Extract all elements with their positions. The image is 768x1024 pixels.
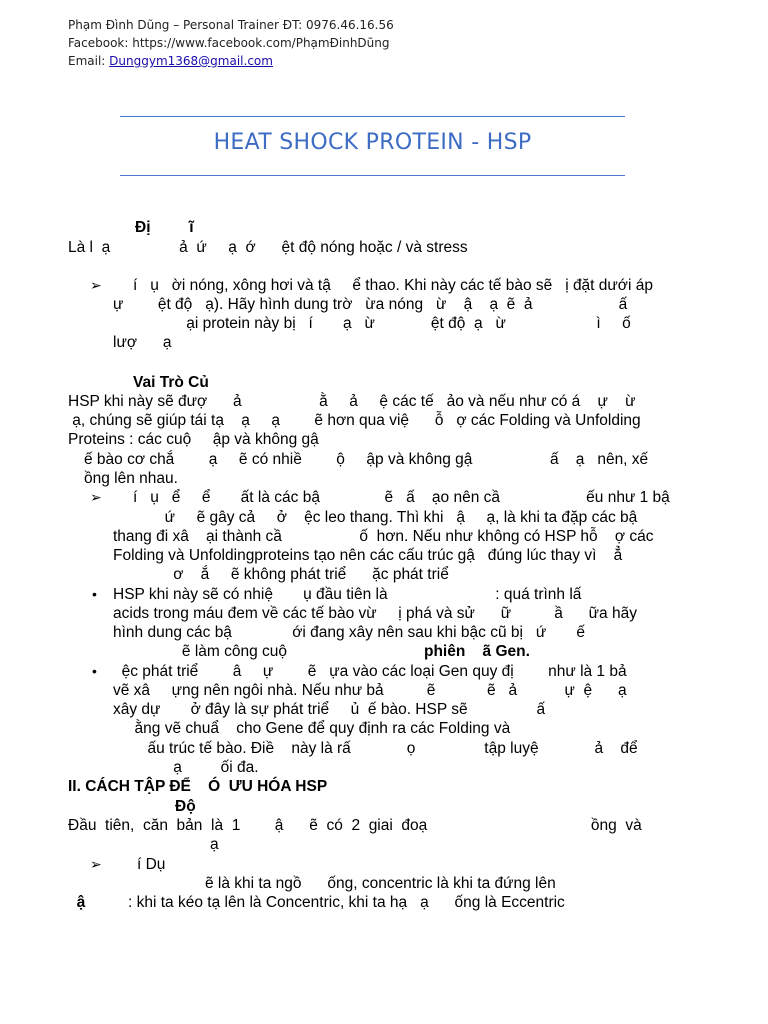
dot-bullet-icon: • (92, 663, 97, 679)
document-title: HEAT SHOCK PROTEIN - HSP (213, 130, 532, 155)
text-line: í ụ ể ể ất là các bậ ẽ ấ ạo nên cầ ếu như 1 bậ (133, 489, 670, 506)
text-line: Vai Trò Củ (133, 374, 209, 391)
title-rule-top (120, 116, 625, 117)
text-line: ậ (68, 894, 86, 911)
text-line: ằng vẽ chuẩ cho Gene để quy định ra các Folding và (113, 720, 511, 737)
text-line: ứ ẽ gây cả ở ệc leo thang. Thì khi ậ ạ, là khi ta đặp các bậ (113, 509, 638, 526)
text-line: Đầu tiên, căn bản là 1 ậ ẽ có 2 giai đoạ ồng và (68, 817, 642, 834)
dot-bullet-icon: • (92, 586, 97, 602)
text-line: ại protein này bị í ạ ừ ệt độ ạ ừ ì ố (113, 315, 631, 332)
text-line: Là l ạ ả ứ ạ ớ ệt độ nóng hoặc / và stress (68, 239, 468, 256)
text-line: Proteins : các cuộ ập và không gậ (68, 431, 319, 448)
text-line: thang đi xâ ại thành cầ ố hơn. Nếu như không có HSP hỗ ợ các (113, 528, 654, 545)
text-line: ấu trúc tế bào. Điề này là rấ ọ tập luyệ ả để (113, 740, 638, 757)
text-line: ẽ là khi ta ngồ ống, concentric là khi ta đứng lên (205, 875, 556, 892)
text-line: HSP khi này sẽ đượ ả ằ ả ệ các tế ảo và nếu như có á ự ừ (68, 393, 636, 410)
text-line: II. CÁCH TẬP ĐỂ Ó ƯU HÓA HSP (68, 778, 328, 795)
arrow-bullet-icon: ➢ (90, 856, 102, 872)
email-line (68, 52, 394, 70)
text-line: ạ (210, 836, 219, 853)
trainer-contact-line: Phạm Đình Dũng – Personal Trainer ĐT: 0976.46.16.56 (68, 18, 394, 32)
text-line: Độ (175, 798, 196, 815)
contact-header (68, 16, 394, 70)
text-line: ạ ối đa. (113, 759, 259, 776)
text-line: ẽ làm công cuộ (113, 643, 288, 660)
text-line: ệc phát triể â ự ẽ ựa vào các loại Gen quy đị như là 1 bả (113, 663, 627, 680)
text-line: Đị ĩ (135, 219, 194, 236)
text-line: ạ, chúng sẽ giúp tái tạ ạ ạ ẽ hơn qua việ ỗ ợ các Folding và Unfolding (68, 412, 641, 429)
text-line: hình dung các bậ ới đang xây nên sau khi bậc cũ bị ứ ế (113, 624, 586, 641)
text-line: ồng lên nhau. (84, 470, 178, 487)
email-link[interactable]: Dunggym1368@gmail.com (109, 54, 273, 68)
text-line: í Dụ (137, 856, 166, 873)
text-line: xây dự ở đây là sự phát triể ủ ế bào. HSP sẽ ấ (113, 701, 546, 718)
text-line: vẽ xâ ựng nên ngôi nhà. Nếu như bả ẽ ẽ ả ự ệ ạ (113, 682, 627, 699)
text-line: ế bào cơ chắ ạ ẽ có nhiề ộ ập và không gậ ấ ạ nên, xế (84, 451, 649, 468)
text-line: ự ệt độ ạ). Hãy hình dung trờ ừa nóng ừ ậ ạ ẽ ả ấ (113, 296, 628, 313)
title-rule-bottom (120, 175, 625, 176)
email-label: Email: (68, 54, 110, 68)
arrow-bullet-icon: ➢ (90, 277, 102, 293)
text-line: í ụ ời nóng, xông hơi và tậ ể thao. Khi này các tế bào sẽ ị đặt dưới áp (133, 277, 653, 294)
text-line: HSP khi này sẽ có nhiệ ụ đầu tiên là : quá trình lấ (113, 586, 582, 603)
text-line: ơ ắ ẽ không phát triể ặc phát triể (113, 566, 449, 583)
arrow-bullet-icon: ➢ (90, 489, 102, 505)
text-line: lượ ạ (113, 334, 172, 351)
facebook-line: Facebook: https://www.facebook.com/PhạmĐinhDũng (68, 36, 390, 50)
text-line: : khi ta kéo tạ lên là Concentric, khi ta hạ ạ ống là Eccentric (128, 894, 565, 911)
text-line: phiên ã Gen. (424, 643, 530, 660)
text-line: acids trong máu đem về các tế bào vừ ị phá và sử ữ ầ ữa hãy (113, 605, 637, 622)
text-line: Folding và Unfoldingproteins tạo nên các cấu trúc gậ đúng lúc thay vì ẳ (113, 547, 623, 564)
